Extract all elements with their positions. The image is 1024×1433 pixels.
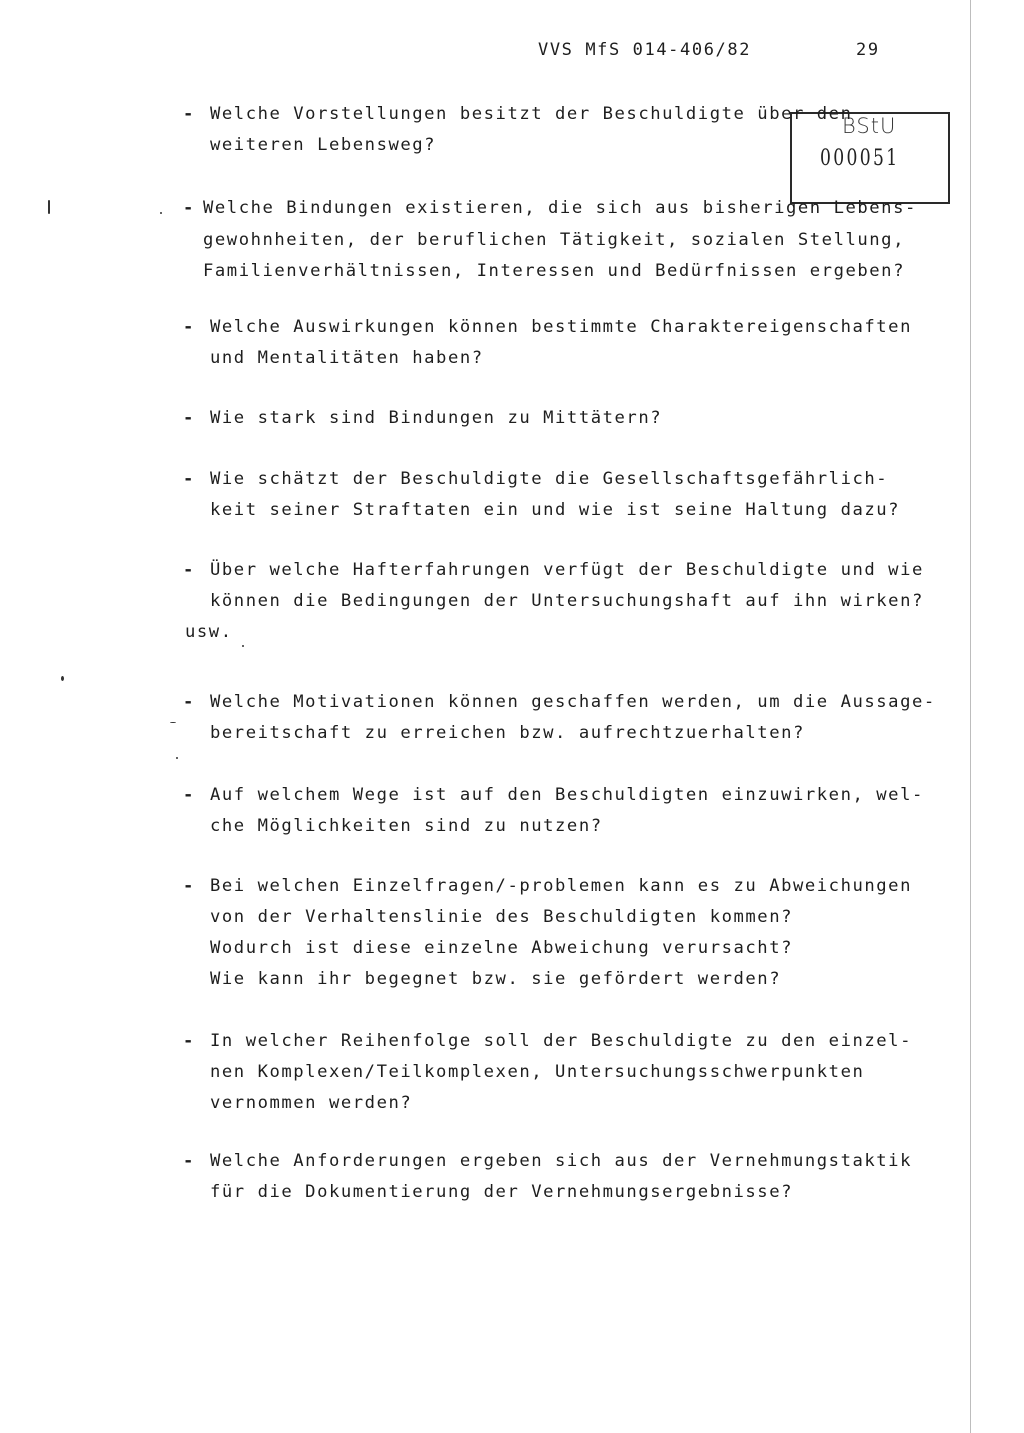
scan-speck [48,200,50,214]
question-7-line-2: bereitschaft zu erreichen bzw. aufrechtzuerhalten? [210,723,805,743]
question-8-line-2: che Möglichkeiten sind zu nutzen? [210,816,603,836]
question-11-line-2: für die Dokumentierung der Vernehmungsergebnisse? [210,1182,793,1202]
bullet-dash: - [183,692,194,712]
scan-speck [160,212,162,214]
bullet-dash: - [183,560,194,580]
question-6-line-2: können die Bedingungen der Untersuchungshaft auf ihn wirken? [210,591,924,611]
question-2-line-1: Welche Bindungen existieren, die sich aus bisherigen Lebens- [203,198,917,218]
question-1-line-1: Welche Vorstellungen besitzt der Beschuldigte über den [210,104,853,124]
question-10-line-3: vernommen werden? [210,1093,413,1113]
question-8-line-1: Auf welchem Wege ist auf den Beschuldigten einzuwirken, wel- [210,785,924,805]
question-9-line-2: von der Verhaltenslinie des Beschuldigten kommen? [210,907,793,927]
document-reference: VVS MfS 014-406/82 [538,40,752,60]
page-edge-shadow [970,0,971,1433]
bullet-dash: - [183,1031,194,1051]
scan-speck [176,757,178,759]
scan-speck [170,722,176,723]
question-1-line-2: weiteren Lebensweg? [210,135,437,155]
question-2-line-3: Familienverhältnissen, Interessen und Bedürfnissen ergeben? [203,261,905,281]
question-5-line-1: Wie schätzt der Beschuldigte die Gesellschaftsgefährlich- [210,469,889,489]
question-7-line-1: Welche Motivationen können geschaffen werden, um die Aussage- [210,692,936,712]
bullet-dash: - [183,317,194,337]
question-11-line-1: Welche Anforderungen ergeben sich aus der Vernehmungstaktik [210,1151,912,1171]
bullet-dash: - [183,104,194,124]
question-5-line-2: keit seiner Straftaten ein und wie ist seine Haltung dazu? [210,500,901,520]
question-3-line-2: und Mentalitäten haben? [210,348,484,368]
scan-speck [242,645,244,647]
question-9-line-3: Wodurch ist diese einzelne Abweichung verursacht? [210,938,793,958]
question-4-line-1: Wie stark sind Bindungen zu Mittätern? [210,408,663,428]
page-number: 29 [856,40,880,60]
question-10-line-2: nen Komplexen/Teilkomplexen, Untersuchungsschwerpunkten [210,1062,865,1082]
scan-speck [61,676,64,681]
stamp-title: BStU [842,114,897,138]
bullet-dash: - [183,198,194,218]
question-9-line-1: Bei welchen Einzelfragen/-problemen kann es zu Abweichungen [210,876,912,896]
bullet-dash: - [183,785,194,805]
bullet-dash: - [183,1151,194,1171]
stamp-number: 000051 [820,146,900,171]
bullet-dash: - [183,469,194,489]
question-2-line-2: gewohnheiten, der beruflichen Tätigkeit, sozialen Stellung, [203,230,905,250]
question-3-line-1: Welche Auswirkungen können bestimmte Charaktereigenschaften [210,317,912,337]
question-9-line-4: Wie kann ihr begegnet bzw. sie gefördert werden? [210,969,782,989]
bullet-dash: - [183,876,194,896]
bullet-dash: - [183,408,194,428]
closing-usw: usw. [185,622,233,642]
question-6-line-1: Über welche Hafterfahrungen verfügt der Beschuldigte und wie [210,560,924,580]
question-10-line-1: In welcher Reihenfolge soll der Beschuldigte zu den einzel- [210,1031,912,1051]
